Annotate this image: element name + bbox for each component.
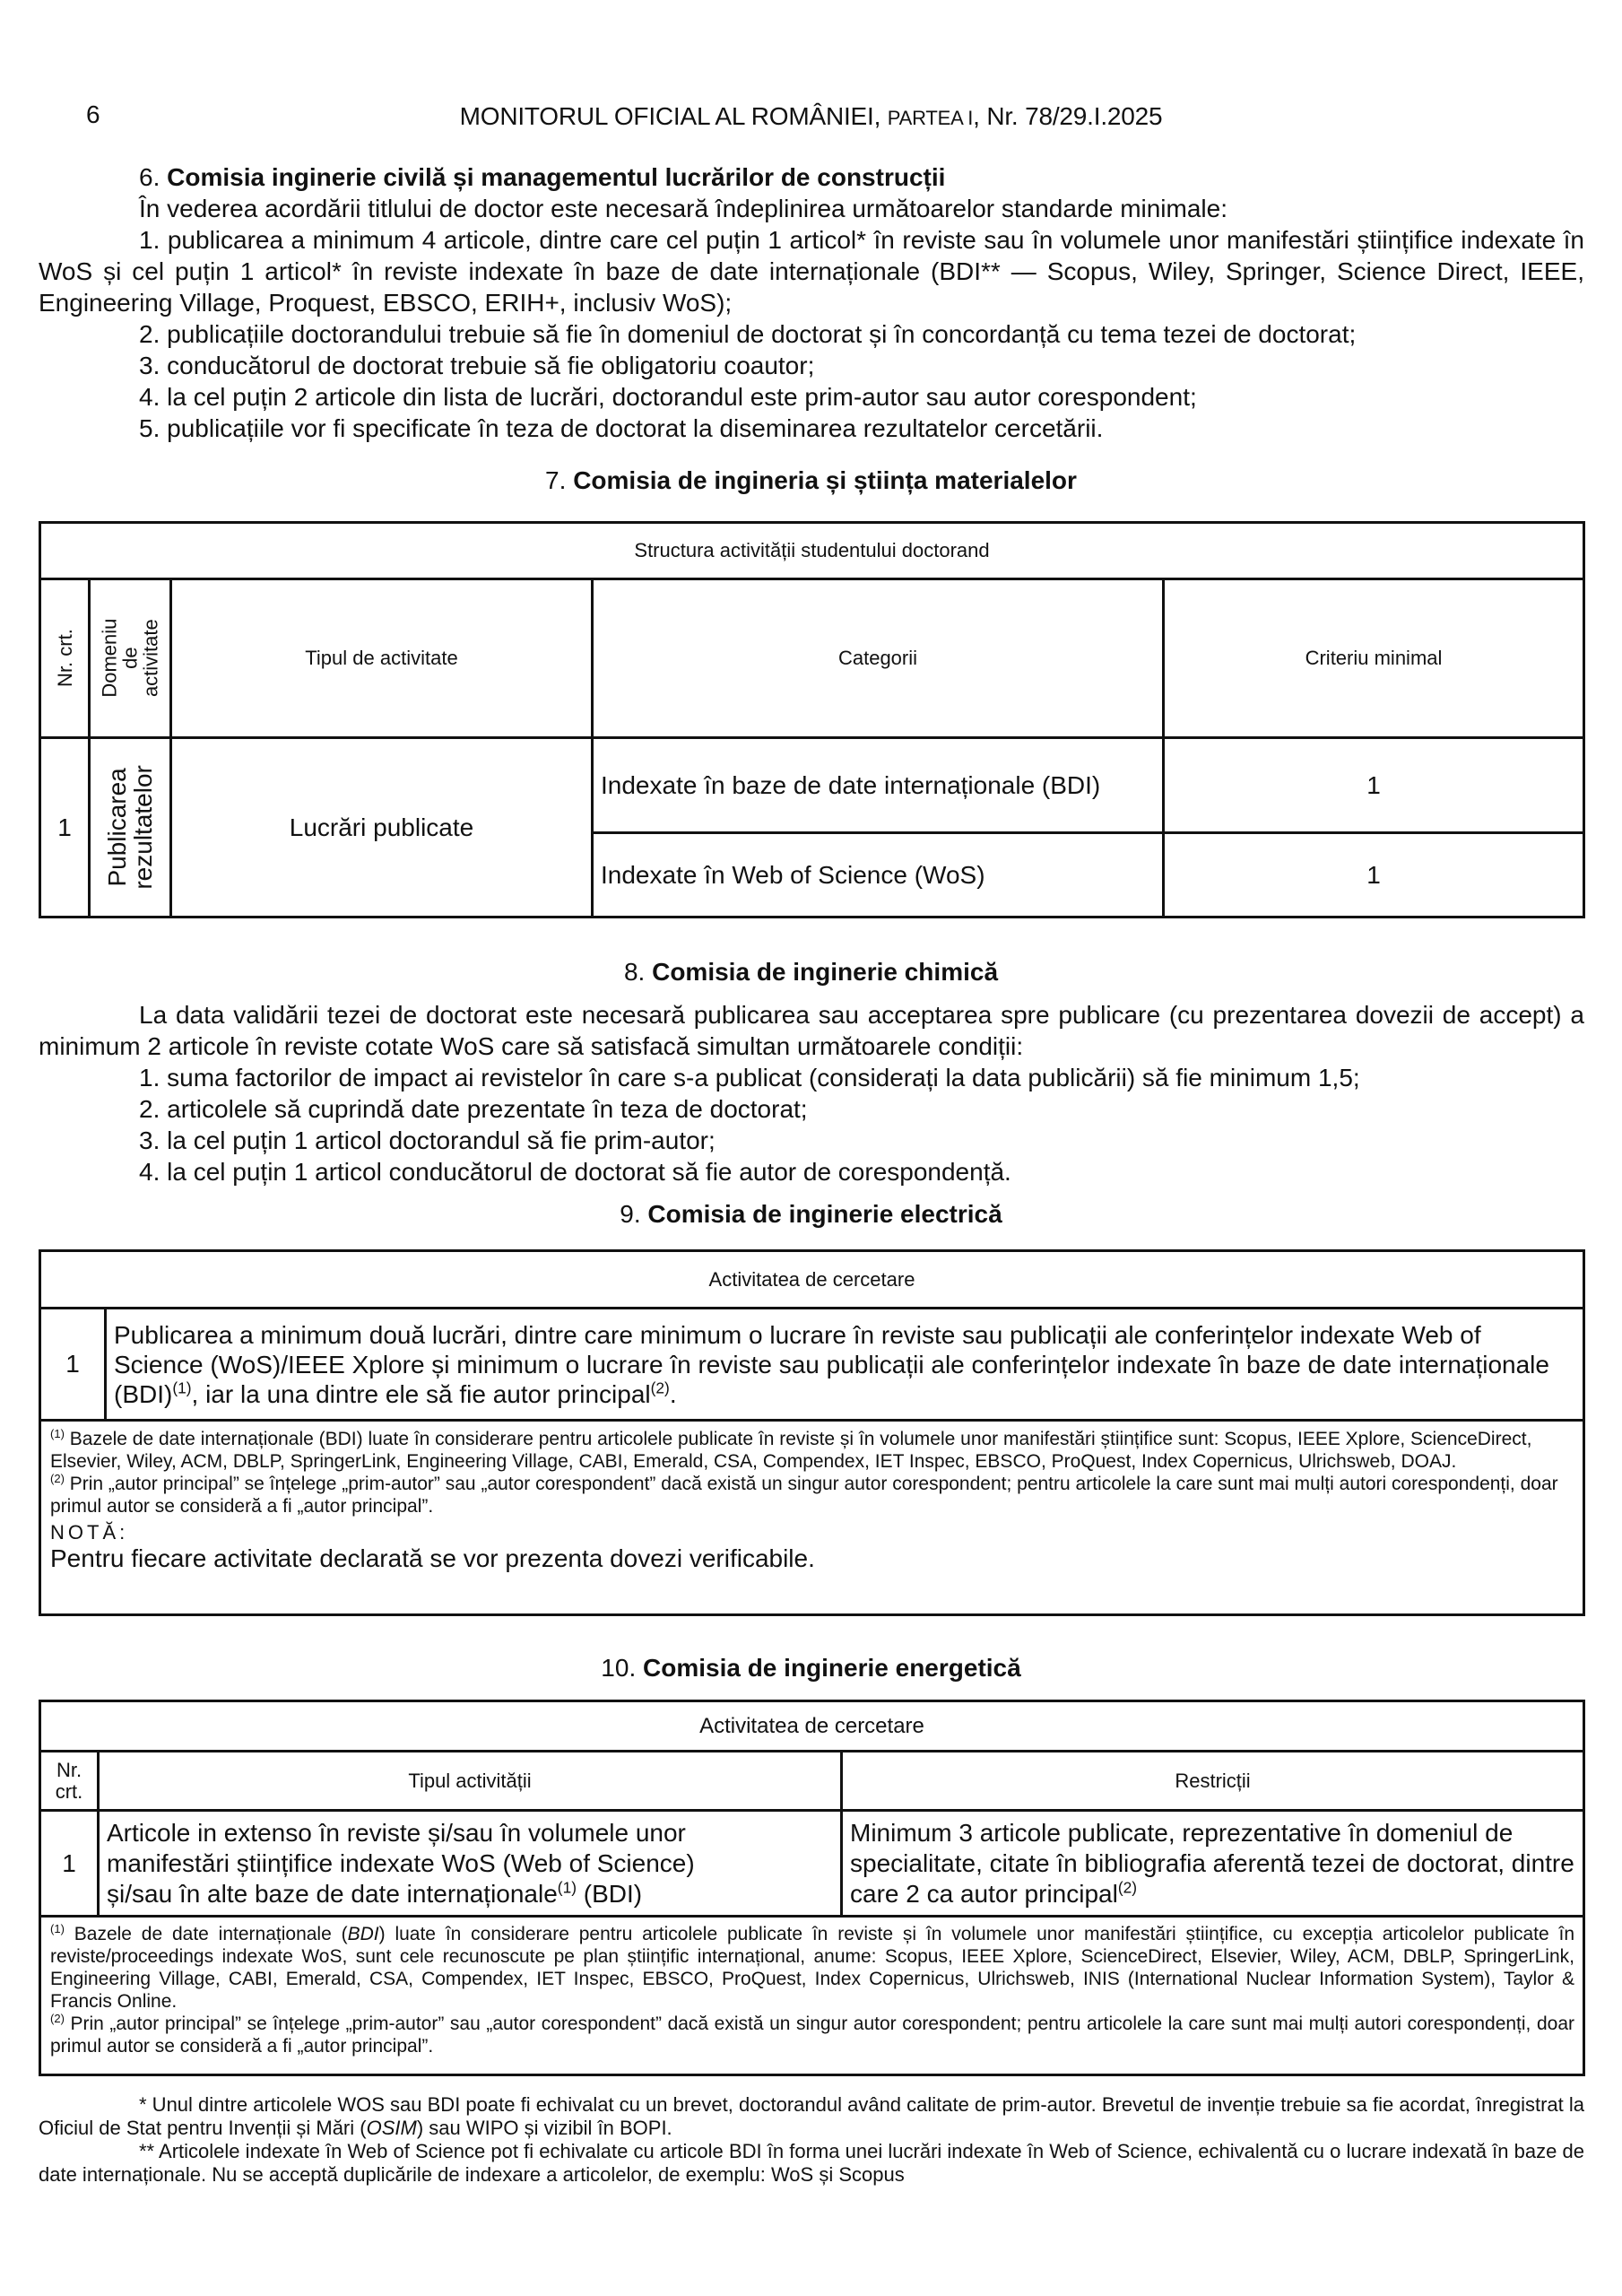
header-domain: Domeniu de activitate [98,618,162,699]
row-nr: 1 [62,1848,76,1877]
header-min-criterion: Criteriu minimal [1305,647,1443,669]
header-activity-type: Tipul de activitate [305,647,458,669]
section-8-intro: La data validării tezei de doctorat este necesară publicarea sau acceptarea spre publicare (cu prezentarea dovezii de accept) a minimum 2 articole în reviste cotate WoS care să satisfacă simultan următoarele condiții: [39,1001,1584,1060]
section-8 [39,999,1584,1187]
activity-type-cell: Articole in extenso în reviste și/sau în volumele unor manifestări științifice indexate WoS (Web of Science) și/sau în alte baze de date internaționale$^{(1)}$ (BDI) [107,1818,695,1908]
section-6-item-3: 3. conducătorul de doctorat trebuie să fie obligatoriu coautor; [139,352,815,379]
table-footnotes [50,1428,1570,1574]
table-caption: Structura activității studentului doctorand [634,539,990,561]
header-categories: Categorii [837,647,918,669]
criterion-bdi: 1 [1366,770,1381,799]
criterion-wos: 1 [1366,860,1381,889]
publication-title: MONITORUL OFICIAL AL ROMÂNIEI, [459,102,888,130]
section-10-heading: 10. Comisia de inginerie energetică [601,1654,1021,1682]
section-6-title: Comisia inginerie civilă și managementul lucrărilor de construcții [167,163,946,191]
category-bdi: Indexate în baze de date internaționale (BDI) [601,770,1101,799]
section-8-heading: 8. Comisia de inginerie chimică [623,958,999,986]
section-8-item-2: 2. articolele să cuprindă date prezentate în teza de doctorat; [139,1095,808,1123]
section-8-item-4: 4. la cel puțin 1 articol conducătorul de doctorat să fie autor de corespondență. [139,1158,1011,1186]
row-nr: 1 [57,813,72,841]
section-9-table [39,1249,1585,1616]
section-6-item-5: 5. publicațiile vor fi specificate în teza de doctorat la diseminarea rezultatelor cercetării. [139,414,1104,442]
row-activity-type: Lucrări publicate [289,813,474,841]
restrictions-cell: Minimum 3 articole publicate, reprezentative în domeniul de specialitate, citate în bibliografia aferentă tezei de doctorat, dintre care 2 ca autor principal$^{(2)}$ [850,1818,1574,1908]
table-caption: Activitatea de cercetare [699,1713,924,1738]
footnote-1: $^{(1)}$ Bazele de date internaționale (BDI) luate în considerare pentru articolele publicate în reviste și în volumele unor manifestări științifice sunt: Scopus, IEEE Xplore, ScienceDirect, Elsevier, Wiley, ACM, DBLP, SpringerLink, Engineering Village, CABI, Emerald, CSA, Compendex, IET Inspec, EBSCO, ProQuest, Index Copernicus, Ulrichsweb, DOAJ. [50,1427,1532,1472]
section-9-heading: 9. Comisia de inginerie electrică [620,1200,1002,1228]
issue-number: , Nr. 78/29.I.2025 [973,102,1163,130]
note-text: Pentru fiecare activitate declarată se vor prezenta dovezi verificabile. [50,1544,815,1572]
section-7-table [39,521,1585,918]
running-header [0,102,1622,131]
footnote-2: $^{(2)}$ Prin „autor principal” se înțelege „prim-autor” sau „autor corespondent” dacă există un singur autor corespondent; pentru articolele la care sunt mai mulți autori corespondenți, doar primul autor se consideră a fi „autor principal”. [50,1472,1558,1517]
table-caption: Activitatea de cercetare [708,1267,915,1291]
section-6-item-1: 1. publicarea a minimum 4 articole, dintre care cel puțin 1 articol* în reviste sau în volumele unor manifestări științifice indexate în WoS și cel puțin 1 articol* în reviste indexate în baze de date internaționale (BDI** — Scopus, Wiley, Springer, Science Direct, IEEE, Engineering Village, Proquest, EBSCO, ERIH+, inclusiv WoS); [39,226,1584,317]
table-footnotes [50,1923,1574,2057]
header-activity-type: Tipul activității [408,1769,532,1792]
section-7-title: Comisia de ingineria și știința materialelor [573,466,1077,494]
header-nr-crt: Nr. crt. [53,629,76,688]
footnote-star: * Unul dintre articolele WOS sau BDI poate fi echivalat cu un brevet, doctorandul având calitate de prim-autor. Brevetul de invenție trebuie sa fie acordat, înregistrat la Oficiul de Stat pentru Invenții și Mări (OSIM) sau WIPO și vizibil în BOPI. [39,2093,1584,2139]
row-nr: 1 [65,1350,80,1378]
page-number: 6 [86,100,100,128]
header-nr-crt: Nr. crt. [55,1758,83,1803]
footnote-1: $^{(1)}$ Bazele de date internaționale (BDI) luate în considerare pentru articolele publicate în reviste și în volumele unor manifestări științifice, cu excepția articolelor publicate în reviste/proceedings indexate WoS, sunt cele recunoscute pe plan științific internațional, anume: Scopus, IEEE Xplore, ScienceDirect, Elsevier, Wiley, ACM, DBLP, SpringerLink, Engineering Village, CABI, Emerald, CSA, Compendex, IET Inspec, EBSCO, ProQuest, Index Copernicus, Ulrichsweb, INIS (International Nuclear Information System), Taylor & Francis Online. [50,1922,1574,2012]
section-6-item-2: 2. publicațiile doctorandului trebuie să fie în domeniul de doctorat și în concordanță cu tema tezei de doctorat; [139,320,1357,348]
research-requirement: Publicarea a minimum două lucrări, dintre care minimum o lucrare în reviste sau publicații ale conferințelor indexate Web of Science (WoS)/IEEE Xplore și minimum o lucrare în reviste sau publicații ale conferințelor indexate în baze de date internaționale (BDI)$^{(1)}$, iar la una dintre ele să fie autor principal$^{(2)}$. [114,1320,1549,1408]
section-7-heading: 7. Comisia de ingineria și știința materialelor [545,466,1077,494]
section-6-intro: În vederea acordării titlului de doctor este necesară îndeplinirea următoarelor standarde minimale: [139,195,1227,222]
section-6 [39,161,1584,444]
section-9-title: Comisia de inginerie electrică [647,1200,1002,1228]
header-restrictions: Restricții [1175,1769,1251,1792]
note-label: NOTĂ: [50,1521,129,1544]
section-6-item-4: 4. la cel puțin 2 articole din lista de lucrări, doctorandul este prim-autor sau autor corespondent; [139,383,1197,411]
footnote-2: $^{(2)}$ Prin „autor principal” se înțelege „prim-autor” sau „autor corespondent” dacă există un singur autor corespondent; pentru articolele la care sunt mai mulți autori corespondenți, doar primul autor se consideră a fi „autor principal”. [50,2012,1574,2057]
footnote-double-star: ** Articolele indexate în Web of Science pot fi echivalate cu articole BDI în forma unei lucrări indexate în Web of Science, echivalentă cu o lucrare indexată în baze de date internaționale. Nu se acceptă duplicările de indexare a articolelor, de exemplu: WoS și Scopus [39,2140,1584,2186]
section-6-heading: 6. Comisia inginerie civilă și managementul lucrărilor de construcții [139,163,946,191]
category-wos: Indexate în Web of Science (WoS) [601,860,985,889]
publication-part: PARTEA I [887,107,974,129]
section-8-title: Comisia de inginerie chimică [652,958,999,986]
section-8-item-1: 1. suma factorilor de impact ai revistelor în care s-a publicat (considerați la data publicării) să fie minimum 1,5; [139,1064,1360,1091]
row-domain: Publicarea rezultatelor [102,765,157,890]
page-footnotes [39,2093,1584,2187]
section-10-table [39,1700,1585,2076]
section-10-title: Comisia de inginerie energetică [643,1654,1021,1682]
section-8-item-3: 3. la cel puțin 1 articol doctorandul să fie prim-autor; [139,1126,716,1154]
